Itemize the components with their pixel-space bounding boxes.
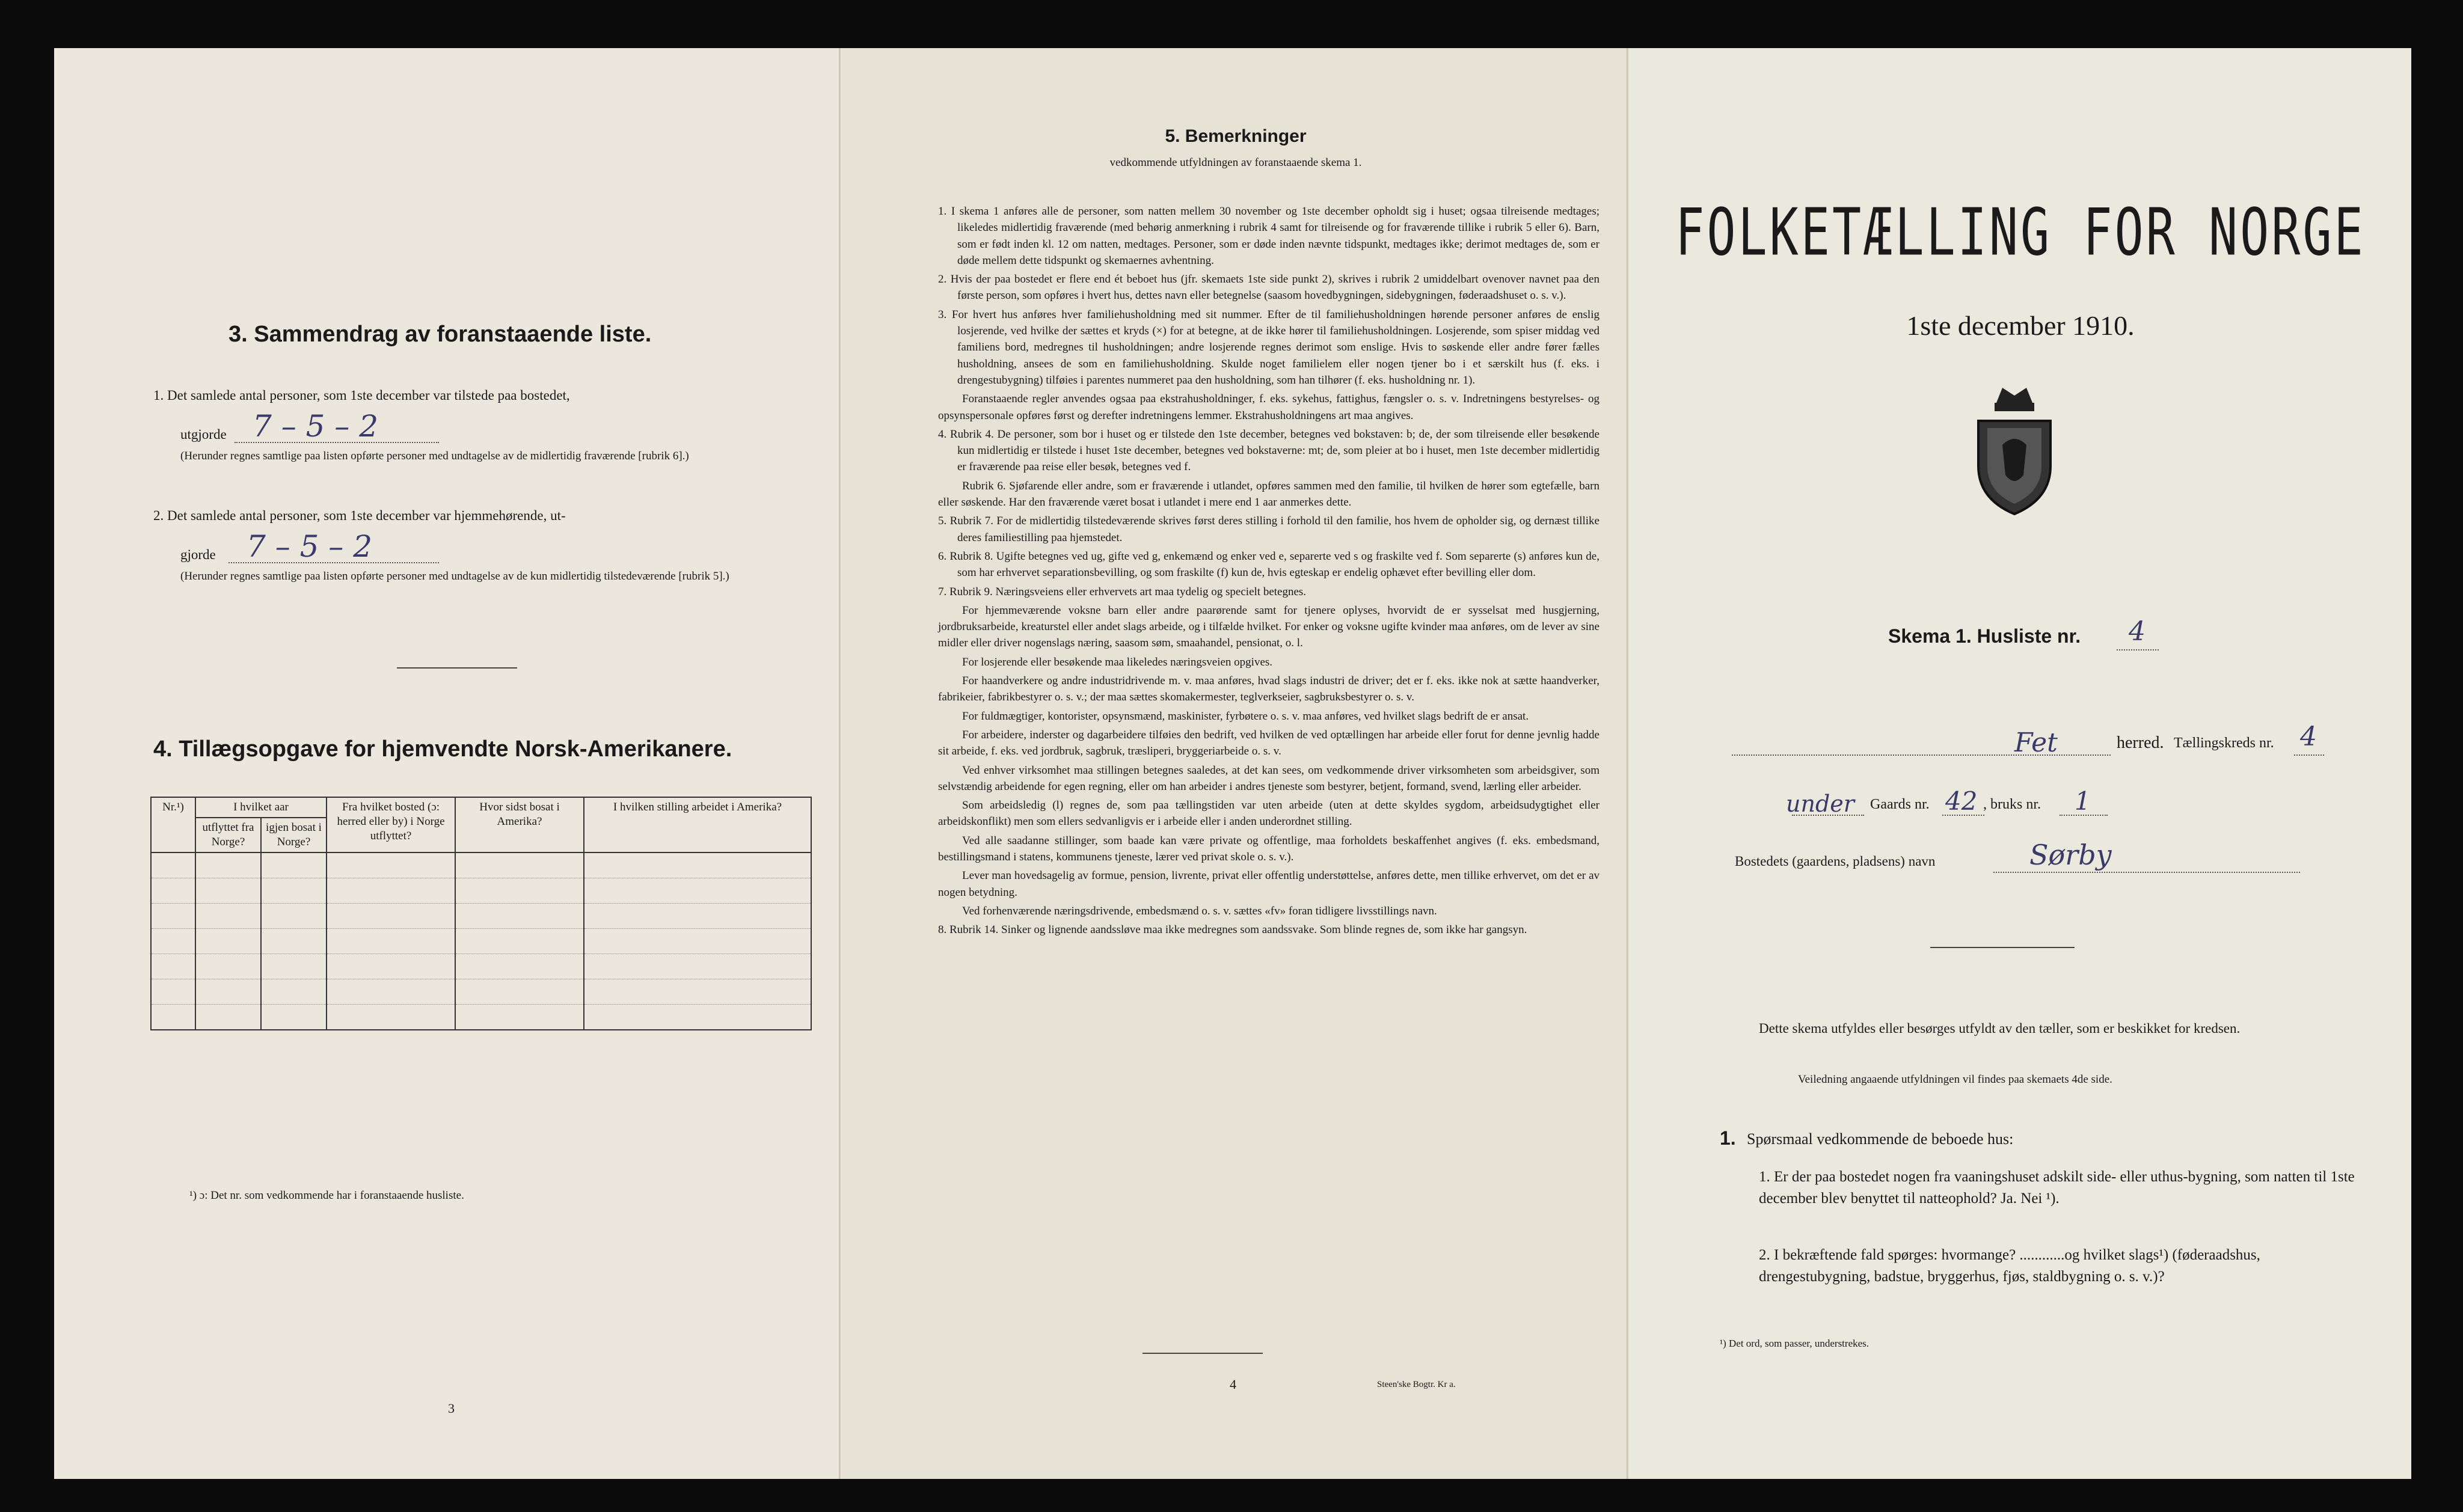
col-nr: Nr.¹) — [151, 797, 195, 852]
remark-paragraph: Som arbeidsledig (l) regnes de, som paa tællingstiden var uten arbeide (uten at dette skyldes sygdom, arbeidsudygtighet eller arbeidskonflikt) men som ellers sedvanligvis er i arbeide eller i anden underordnet stilling. — [938, 799, 1600, 828]
coat-of-arms-icon — [1969, 385, 2060, 520]
table-row — [151, 852, 811, 878]
remark-paragraph: 8. Rubrik 14. Sinker og lignende aandssløve maa ikke medregnes som aandssvake. Som blinde regnes de, som ikke har gangsyn. — [938, 923, 1527, 937]
col-i-hvilket-aar: I hvilket aar — [195, 797, 327, 818]
q2-prefix: gjorde — [180, 547, 216, 562]
remark-paragraph: Ved enhver virksomhet maa stillingen betegnes saaledes, at det kan sees, om vedkommende driver virksomheten som arbeidsgiver, som selvstændig arbeidende for egen regning, eller om han arbeider i andres tjeneste som bestyrer, betjent, formand, svend, lærling eller arbeider. — [938, 764, 1600, 793]
bosted-label: Bostedets (gaardens, pladsens) navn — [1735, 854, 1936, 869]
q1-note: (Herunder regnes samtlige paa listen opførte personer med undtagelse av de midlertidig fraværende [rubrik 6].) — [180, 450, 689, 462]
remarks-subtitle: vedkommende utfyldningen av foranstaaende skema 1. — [1109, 156, 1362, 169]
veiledning-text: Veiledning angaaende utfyldningen vil findes paa skemaets 4de side. — [1798, 1073, 2112, 1086]
remark-paragraph: For fuldmægtiger, kontorister, opsynsmænd, maskinister, fyrbøtere o. s. v. maa anføres, ved hvilket slags bedrift de er ansat. — [962, 709, 1529, 723]
table-row — [151, 929, 811, 954]
remark-paragraph: For hjemmeværende voksne barn eller andre paarørende samt for tjenere oplyses, hvorvidt de er sysselsat med husgjerning, jordbruksarbeide, kreaturstel eller andet slags arbeide, og i tilfælde hvilket. For enker og voksne ugifte kvinder maa anføres, om de lever av sine midler eller driver nogenslags næring, saasom søm, smaahandel, pensionat, o. l. — [938, 604, 1600, 650]
remark-paragraph: 3. For hvert hus anføres hver familiehusholdning med sit nummer. Efter de til familiehusholdningen hørende personer anføres de enslig losjerende, ved hvilke der sættes et kryds (×) for at betegne, at de ikke hører til familiehusholdningen. Losjerende, som spiser middag ved familiens bord, medregnes til husholdningen; andre losjerende regnes derimot som enslige. Hvis to søskende eller andre fører fælles husholdning, ansees de som en familiehusholdning. Skulde noget familielem eller nogen tjener bo i et særskilt hus (f. eks. i drengestubygning) tilføies i parentes nummeret paa den husholdning, som han tilhører (f. eks. husholdning nr. 1). — [938, 308, 1600, 387]
table-row — [151, 904, 811, 929]
skema-label: Skema 1. Husliste nr. — [1888, 625, 2081, 647]
remark-paragraph: For arbeidere, inderster og dagarbeidere tilføies den bedrift, ved hvilken de ved optællingen har arbeide eller forut for denne jevnlig hadde sit arbeide, f. eks. ved jordbruk, sagbruk, træsliperi, bryggeriarbeide o. s. v. — [938, 728, 1600, 758]
remark-paragraph: Lever man hovedsagelig av formue, pension, livrente, privat eller offentlig understøttelse, anføres dette, men tillike erhvervet, om det er av nogen betydning. — [938, 869, 1600, 899]
q1-prefix: utgjorde — [180, 427, 227, 442]
table-row — [151, 1005, 811, 1030]
bosted-line — [1993, 872, 2300, 873]
q-heading: Spørsmaal vedkommende de beboede hus: — [1747, 1130, 2014, 1148]
q1-handwritten-value[interactable]: 7 – 5 – 2 — [253, 409, 379, 444]
divider — [1143, 1353, 1263, 1354]
main-title: FOLKETÆLLING FOR NORGE — [1675, 194, 2366, 271]
col-utflyttet: utflyttet fra Norge? — [195, 818, 261, 852]
divider — [397, 667, 517, 669]
question-2: 2. I bekræftende fald spørges: hvormange? ............og hvilket slags¹) (føderaadshus, drengestubygning, badstue, bryggerhus, fjøs, staldbygning o. s. v.)? — [1759, 1247, 2260, 1285]
herred-label: herred. — [2117, 733, 2164, 752]
remark-paragraph: 6. Rubrik 8. Ugifte betegnes ved ug, gifte ved g, enkemænd og enker ved e, separerte ved s og fraskilte ved f. Som separerte (s) anføres kun de, som har erhvervet separationsbevilling, og som fraskilte (f) kun de, hvis egteskap er endelig ophævet efter bevilling eller dom. — [938, 549, 1600, 580]
gaards-label: Gaards nr. — [1870, 797, 1930, 812]
bosted-value[interactable]: Sørby — [2029, 839, 2112, 871]
question-1: 1. Er der paa bostedet nogen fra vaaningshuset adskilt side- eller uthus-bygning, som natten til 1ste december blev benyttet til natteophold? Ja. Nei ¹). — [1759, 1169, 2355, 1207]
col-stilling-amerika: I hvilken stilling arbeidet i Amerika? — [584, 797, 811, 852]
remarks-list — [938, 203, 1600, 940]
q1-text: 1. Det samlede antal personer, som 1ste december var tilstede paa bostedet, — [153, 388, 570, 403]
col-igjen-bosat: igjen bosat i Norge? — [261, 818, 327, 852]
bruks-label: , bruks nr. — [1983, 797, 2041, 812]
table-row — [151, 954, 811, 979]
husliste-line — [2117, 649, 2159, 650]
herred-value[interactable]: Fet — [2014, 727, 2058, 758]
table-footnote: ¹) ɔ: Det nr. som vedkommende har i foranstaaende husliste. — [189, 1189, 464, 1202]
kreds-value[interactable]: 4 — [2300, 721, 2317, 752]
printer-mark: Steen'ske Bogtr. Kr a. — [1377, 1380, 1456, 1389]
remark-paragraph: 2. Hvis der paa bostedet er flere end ét beboet hus (jfr. skemaets 1ste side punkt 2), skrives i rubrik 2 umiddelbart ovenover navnet paa den første person, som opføres i hvert hus, dettes navn eller betegnelse (saasom hovedbygningen, sidebygningen, føderaadshuset o. s. v.). — [938, 273, 1600, 302]
page-1-footnote: ¹) Det ord, som passer, understrekes. — [1720, 1338, 1869, 1349]
ornament-divider — [1930, 947, 2075, 948]
section-4-title: 4. Tillægsopgave for hjemvendte Norsk-Amerikanere. — [153, 736, 732, 762]
census-date: 1ste december 1910. — [1906, 310, 2135, 341]
q2-text: 2. Det samlede antal personer, som 1ste december var hjemmehørende, ut- — [153, 508, 566, 523]
table-row — [151, 979, 811, 1005]
page-number: 3 — [448, 1401, 455, 1416]
kreds-label: Tællingskreds nr. — [2174, 735, 2274, 751]
remark-paragraph: Rubrik 6. Sjøfarende eller andre, som er fraværende i utlandet, opføres sammen med den familie, til hvilken de hører som egtefælle, barn eller søskende. Har den fraværende været bosat i utlandet i mere end 1 aar anmerkes dette. — [938, 479, 1600, 509]
remark-paragraph: For haandverkere og andre industridrivende m. v. maa anføres, hvad slags industri de driver; det er f. eks. ikke nok at sætte haandverker, fabrikeier, fabrikbestyrer o. s. v.; der maa sættes skomakermester, teglverkseier, sagbruksbestyrer o. s. v. — [938, 675, 1600, 704]
remark-paragraph: Ved alle saadanne stillinger, som baade kan være private og offentlige, maa forholdets beskaffenhet angives (f. eks. embedsmand, bestillingsmand i statens, kommunens tjeneste, lærer ved privat skole o. s. v.). — [938, 834, 1600, 863]
husliste-nr-value[interactable]: 4 — [2129, 616, 2146, 647]
remark-paragraph: 1. I skema 1 anføres alle de personer, som natten mellem 30 november og 1ste december opholdt sig i huset; ogsaa tilreisende medtages; likeledes midlertidig fraværende (med behørig anmerkning i rubrik 4 samt for tilreisende og for fraværende tillike i rubrik 5 eller 6). Barn, som er født inden kl. 12 om natten, medtages. Personer, som er døde inden nævnte tidspunkt, medtages ikke; derimot medtages de, som er døde mellem dette tidspunkt og skemaernes avhentning. — [938, 205, 1600, 267]
remark-paragraph: Ved forhenværende næringsdrivende, embedsmænd o. s. v. sættes «fv» foran tidligere livsstillings navn. — [962, 904, 1437, 917]
col-fra-hvilket-bosted: Fra hvilket bosted (ɔ: herred eller by) i Norge utflyttet? — [327, 797, 455, 852]
bruks-value[interactable]: 1 — [2075, 786, 2091, 816]
section-3-title: 3. Sammendrag av foranstaaende liste. — [229, 322, 652, 347]
norsk-amerikanere-table — [150, 797, 812, 1030]
remark-paragraph: Foranstaaende regler anvendes ogsaa paa ekstrahusholdninger, f. eks. sykehus, fattighus, fængsler o. s. v. Indretningens bestyrelses- og opsynspersonale opføres først og derefter indretningens lemmer. Ekstrahusholdningens art maa angives. — [938, 393, 1600, 422]
page-1 — [1630, 48, 2411, 1479]
under-value[interactable]: under — [1786, 791, 1854, 817]
page-3 — [54, 48, 842, 1479]
q2-handwritten-value[interactable]: 7 – 5 – 2 — [247, 529, 373, 564]
gaards-value[interactable]: 42 — [1945, 786, 1978, 816]
q-heading-number: 1. — [1720, 1127, 1736, 1149]
remark-paragraph: For losjerende eller besøkende maa likeledes næringsveien opgives. — [962, 655, 1273, 669]
page-number: 4 — [1230, 1377, 1236, 1392]
col-hvor-sidst-bosat: Hvor sidst bosat i Amerika? — [455, 797, 584, 852]
page-4 — [842, 48, 1630, 1479]
remark-paragraph: 4. Rubrik 4. De personer, som bor i huset og er tilstede den 1ste december, betegnes ved bokstaven: b; de, der som tilreisende eller besøkende kun midlertidig er tilstede i huset 1ste december, betegnes ved bokstaverne: mt; de, som pleier at bo i huset, men 1ste december midlertidig er fraværende paa reise eller besøk, betegnes ved f. — [938, 427, 1600, 474]
remarks-title: 5. Bemerkninger — [1165, 126, 1307, 146]
remark-paragraph: 5. Rubrik 7. For de midlertidig tilstedeværende skrives først deres stilling i forhold til den familie, hos hvem de opholder sig, og dernæst tillike deres familiestilling paa hjemstedet. — [938, 515, 1600, 544]
instruction-text: Dette skema utfyldes eller besørges utfyldt av den tæller, som er beskikket for kredsen. — [1759, 1021, 2241, 1036]
kreds-line — [2294, 754, 2324, 756]
q2-note: (Herunder regnes samtlige paa listen opførte personer med undtagelse av de kun midlertidig tilstedeværende [rubrik 5].) — [180, 570, 729, 583]
table-row — [151, 878, 811, 904]
remark-paragraph: 7. Rubrik 9. Næringsveiens eller erhvervets art maa tydelig og specielt betegnes. — [938, 585, 1307, 598]
